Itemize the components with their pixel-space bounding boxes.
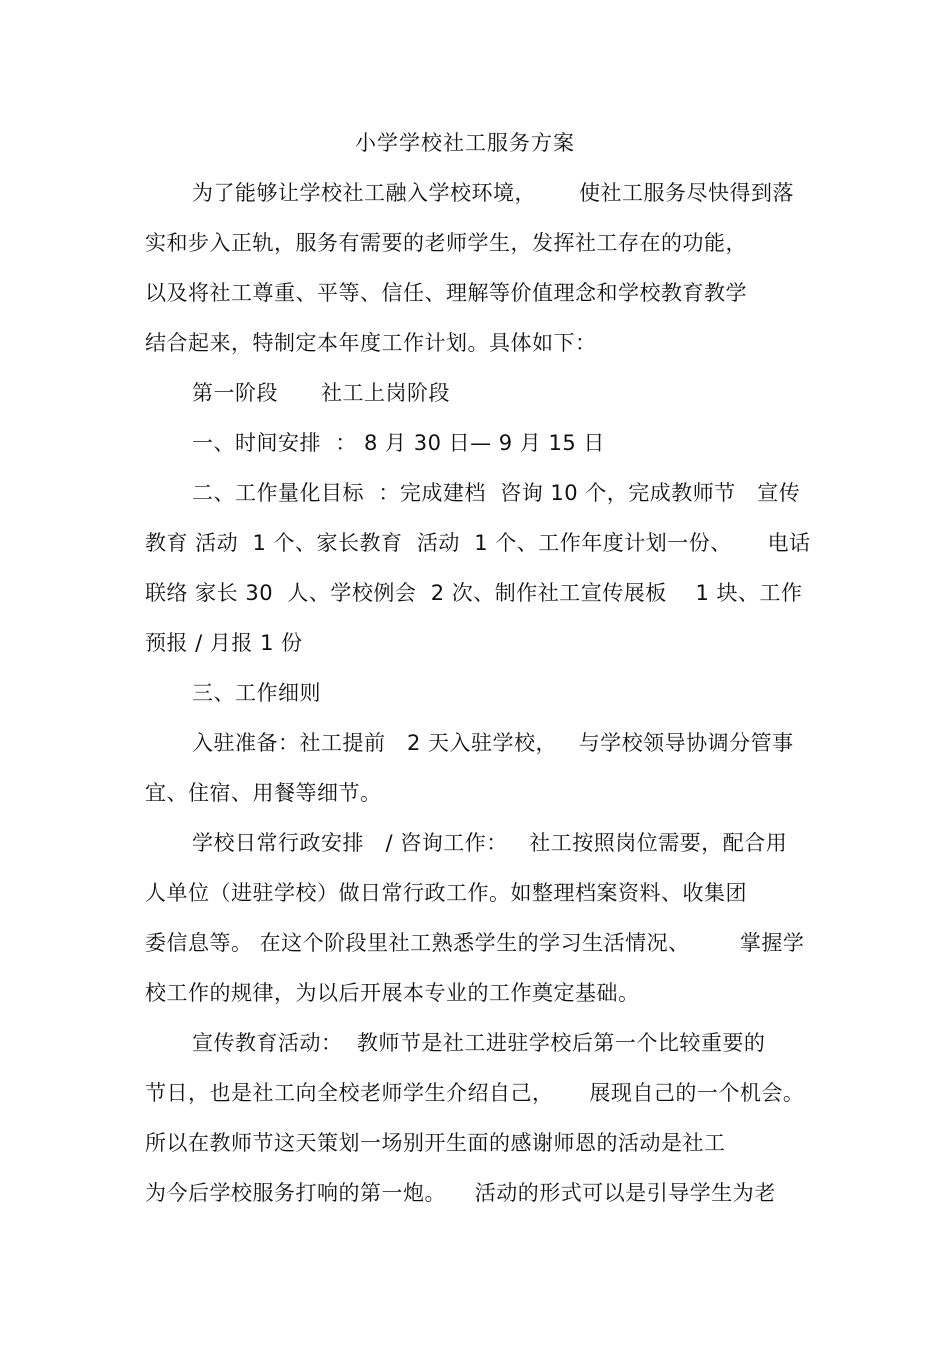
section-heading: 第一阶段 社工上岗阶段 <box>192 381 451 405</box>
paragraph-line: 教育 活动 1 个、家长教育 活动 1 个、工作年度计划一份、 电话 <box>145 531 811 555</box>
paragraph-line: 以及将社工尊重、平等、信任、理解等价值理念和学校教育教学 <box>145 281 747 305</box>
paragraph-line: 为了能够让学校社工融入学校环境， 使社工服务尽快得到落 <box>192 181 795 205</box>
paragraph-line: 学校日常行政安排 / 咨询工作： 社工按照岗位需要，配合用 <box>192 831 788 855</box>
paragraph-line: 联络 家长 30 人、学校例会 2 次、制作社工宣传展板 1 块、工作 <box>145 581 803 605</box>
paragraph-line: 实和步入正轨，服务有需要的老师学生，发挥社工存在的功能， <box>145 231 747 255</box>
paragraph-line: 校工作的规律，为以后开展本专业的工作奠定基础。 <box>145 981 640 1005</box>
paragraph-line: 入驻准备：社工提前 2 天入驻学校， 与学校领导协调分管事 <box>192 731 794 755</box>
paragraph-line: 节日，也是社工向全校老师学生介绍自己， 展现自己的一个机会。 <box>145 1081 805 1105</box>
paragraph-line: 委信息等。 在这个阶段里社工熟悉学生的学习生活情况、 掌握学 <box>145 931 805 955</box>
section-heading: 三、工作细则 <box>192 681 321 705</box>
paragraph-line: 预报 / 月报 1 份 <box>145 631 303 655</box>
paragraph-line: 宜、住宿、用餐等细节。 <box>145 781 382 805</box>
paragraph-line: 所以在教师节这天策划一场别开生面的感谢师恩的活动是社工 <box>145 1131 726 1155</box>
paragraph-line: 为今后学校服务打响的第一炮。 活动的形式可以是引导学生为老 <box>145 1181 776 1205</box>
paragraph-line: 宣传教育活动： 教师节是社工进驻学校后第一个比较重要的 <box>192 1031 766 1055</box>
paragraph-line: 一、时间安排 ： 8 月 30 日— 9 月 15 日 <box>192 431 605 455</box>
document-title: 小学学校社工服务方案 <box>355 131 575 155</box>
paragraph-line: 结合起来，特制定本年度工作计划。具体如下： <box>145 331 597 355</box>
paragraph-line: 人单位（进驻学校）做日常行政工作。如整理档案资料、收集团 <box>145 881 747 905</box>
paragraph-line: 二、工作量化目标 ：完成建档 咨询 10 个，完成教师节 宣传 <box>192 481 801 505</box>
